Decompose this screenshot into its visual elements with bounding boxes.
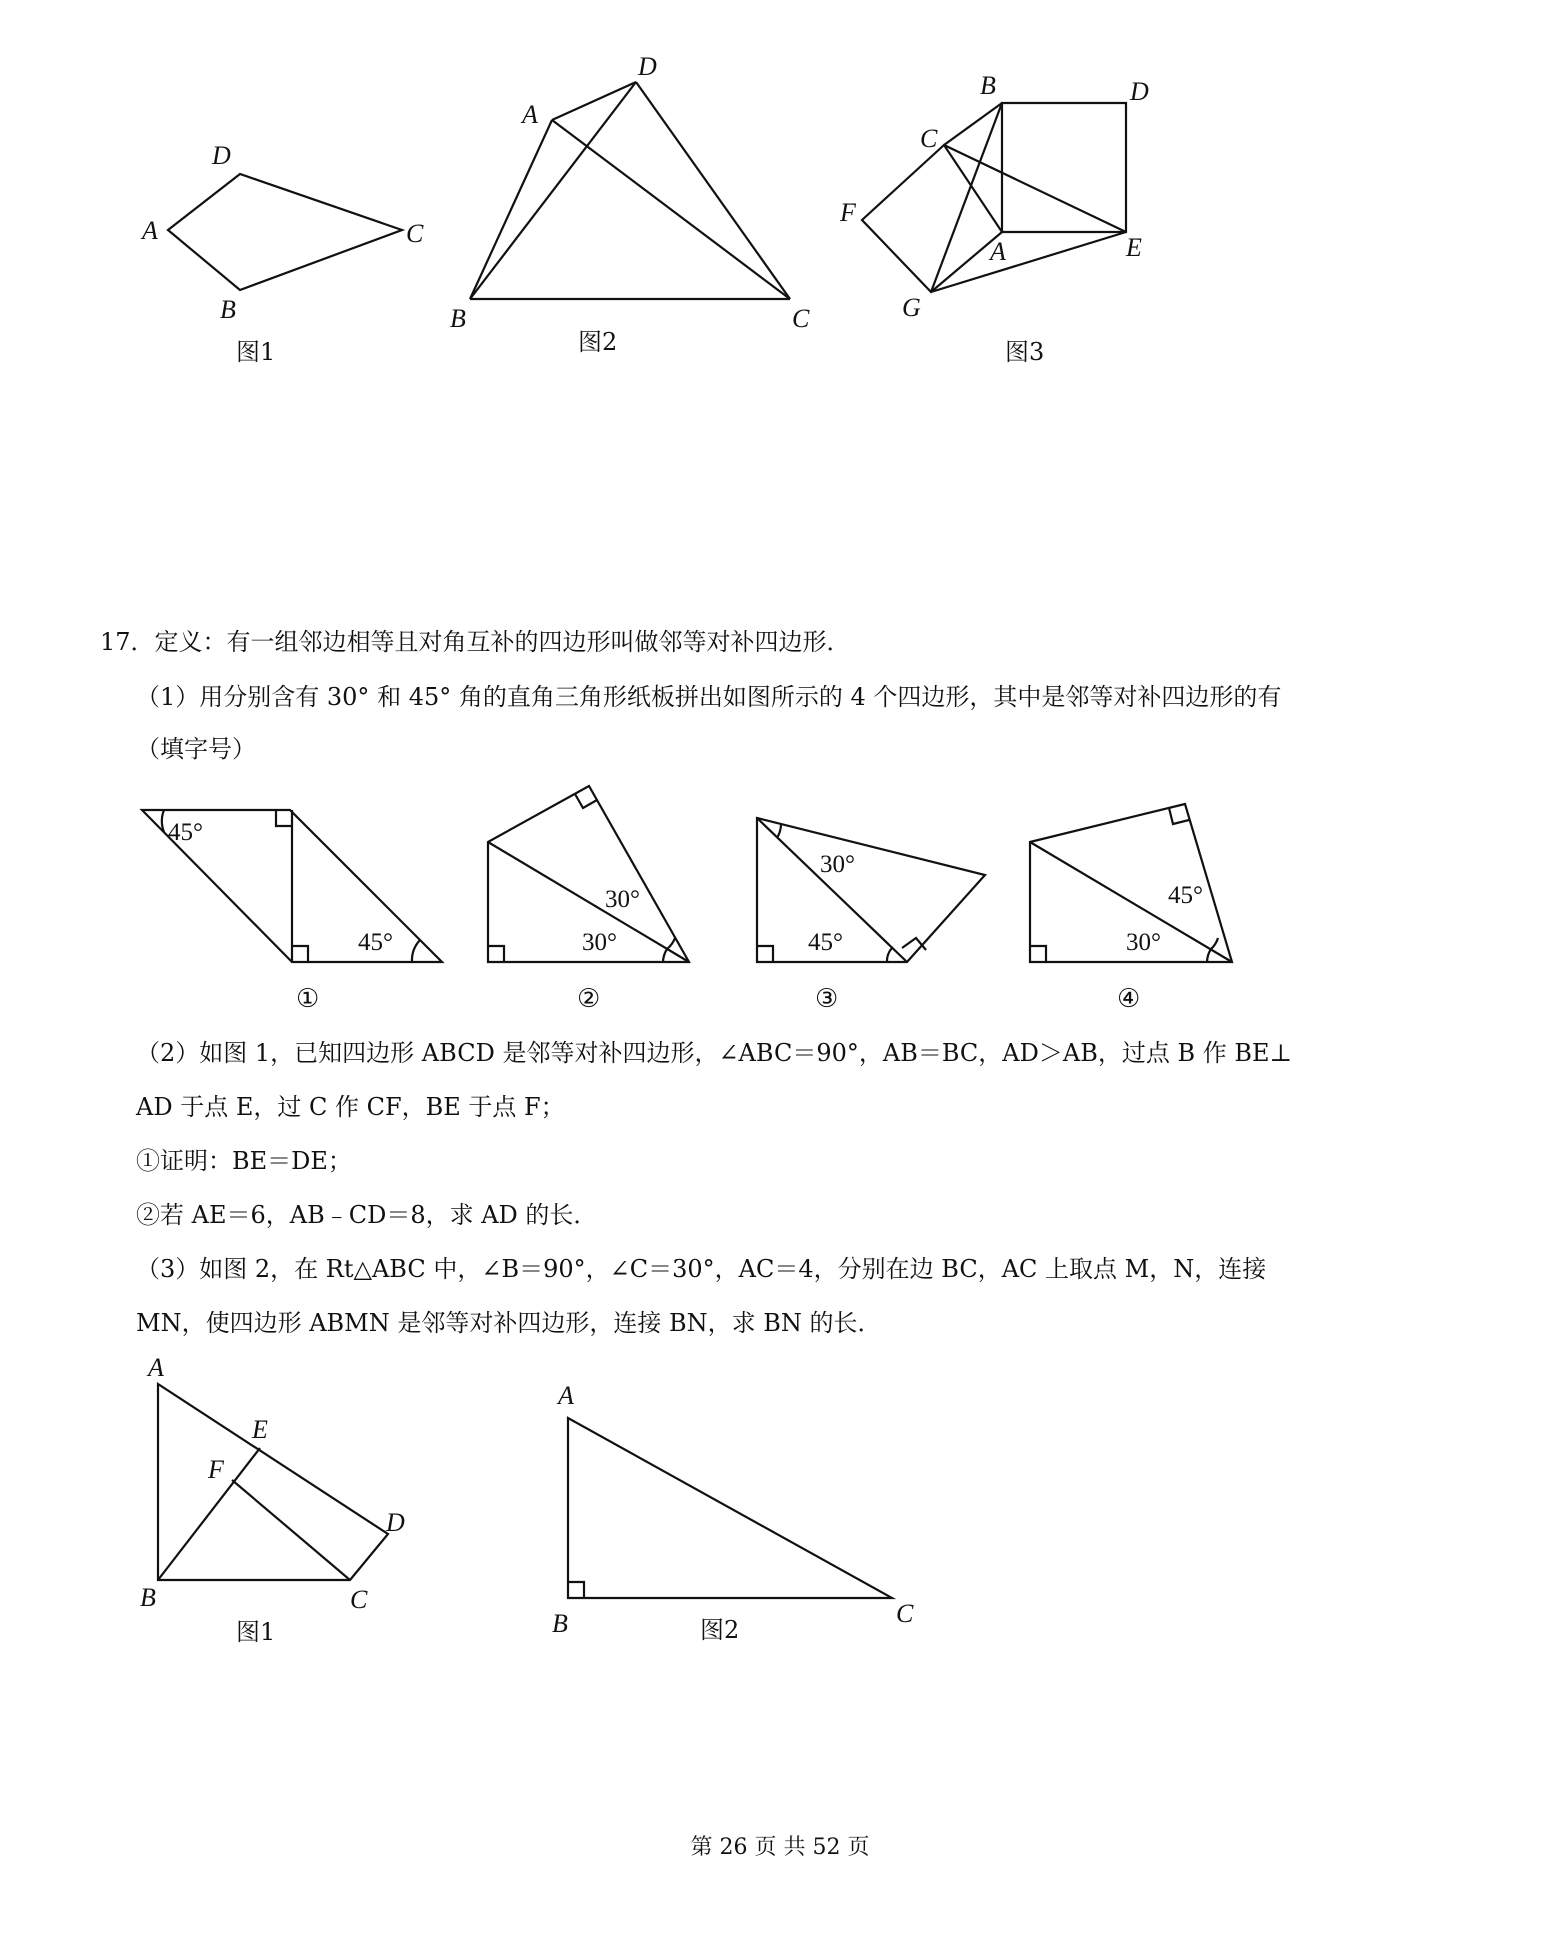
label-A: A [990,237,1006,266]
label-D: D [386,1508,405,1537]
quad-number: ① [296,984,320,1014]
caption: 图3 [1005,338,1045,366]
part2-line2: AD 于点 E，过 C 作 CF，BE 于点 F； [136,1093,565,1121]
label-C: C [350,1585,368,1614]
quad-number: ③ [815,984,839,1014]
label-D: D [1130,77,1149,106]
angle-label: 30° [1126,929,1161,956]
caption: 图2 [700,1616,740,1644]
angle-label: 45° [808,929,843,956]
quad-figures [130,770,1280,1020]
label-B: B [980,71,996,100]
label-A: A [558,1381,574,1410]
angle-label: 45° [168,819,203,846]
angle-label: 30° [820,851,855,878]
label-G: G [902,293,921,322]
label-A: A [142,216,158,245]
part2-line1: （2）如图 1，已知四边形 ABCD 是邻等对补四边形，∠ABC＝90°，AB＝BC，AD＞AB，过点 B 作 BE⊥ [136,1039,1293,1067]
problem-definition [100,625,851,659]
label-D: D [638,52,657,81]
label-C: C [896,1599,914,1628]
top-figure-1 [130,130,450,370]
label-F: F [208,1455,224,1484]
bottom-figure-1 [130,1350,430,1650]
label-B: B [552,1609,568,1638]
part2-q1: ①证明：BE＝DE； [136,1147,352,1175]
caption: 图2 [578,328,618,356]
part1-line2: （填字号） [136,735,256,763]
angle-label: 30° [582,929,617,956]
label-C: C [920,124,938,153]
quad-2 [488,786,689,1014]
quad-number: ④ [1117,984,1141,1014]
label-A: A [148,1353,164,1382]
label-C: C [406,219,424,248]
page-footer: 第 26 页 共 52 页 [690,1835,870,1860]
label-D: D [212,141,231,170]
label-C: C [792,304,810,333]
quad-number: ② [577,984,601,1014]
quad-3 [757,818,985,1014]
part3-line1: （3）如图 2，在 Rt△ABC 中，∠B＝90°，∠C＝30°，AC＝4，分别在边 BC，AC 上取点 M，N，连接 [136,1255,1267,1283]
top-figure-3 [830,70,1190,370]
top-figure-2 [440,50,840,370]
definition-text: 定义：有一组邻边相等且对角互补的四边形叫做邻等对补四边形． [154,628,851,656]
problem-number: 17． [100,628,155,656]
bottom-figure-2 [540,1370,940,1670]
label-B: B [450,304,466,333]
angle-label: 45° [358,929,393,956]
label-A: A [522,100,538,129]
label-B: B [220,295,236,324]
quad-4 [1030,804,1232,1014]
caption: 图1 [236,338,276,366]
label-E: E [1126,233,1142,262]
part3-line2: MN，使四边形 ABMN 是邻等对补四边形，连接 BN，求 BN 的长． [136,1309,882,1337]
part2-q2: ②若 AE＝6，AB﹣CD＝8，求 AD 的长． [136,1201,598,1229]
quad-1 [142,810,442,1014]
label-F: F [840,198,856,227]
caption: 图1 [236,1618,276,1646]
part1-line1: （1）用分别含有 30° 和 45° 角的直角三角形纸板拼出如图所示的 4 个四边形，其中是邻等对补四边形的有 [136,683,1282,711]
label-B: B [140,1583,156,1612]
label-E: E [252,1415,268,1444]
angle-label: 45° [1168,882,1203,909]
angle-label: 30° [605,886,640,913]
